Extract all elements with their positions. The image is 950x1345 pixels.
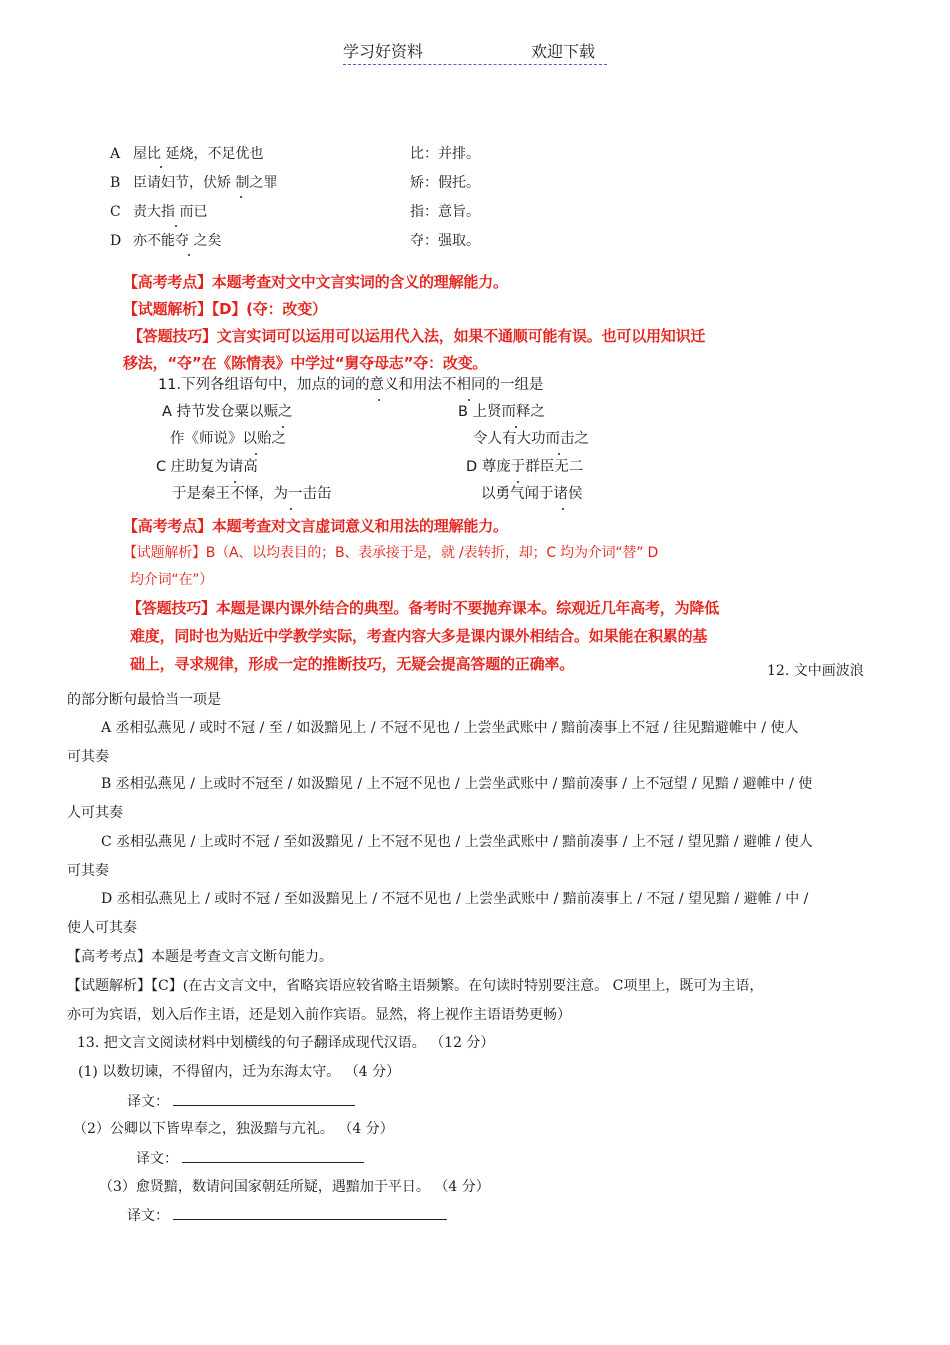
q12-option-b-line2: 人可其奏 [67,805,123,821]
q10-option-c-text: 责大指 而已 [133,204,208,220]
translation-label: 译文： [127,1208,169,1224]
q12-option-c-line2: 可其奏 [67,863,109,879]
q12-option-a-line2: 可其奏 [67,749,109,765]
q11-option-a-line2: 作《师说》以贻之 [170,431,286,447]
emphasis-dot [255,453,257,455]
q10-option-d: D [110,233,122,249]
emphasis-dot [562,508,564,510]
q13-sentence-1: (1) 以数切谏，不得留内，迁为东海太守。 （4 分） [78,1064,401,1080]
q12-option-a-line1: A 丞相弘燕见 / 或时不冠 / 至 / 如汲黯见上 / 不冠不见也 / 上尝坐武账中 / 黯前凑事上不冠 / 往见黯避帷中 / 使人 [101,720,799,736]
q10-jiexi: 【试题解析】【D】(夺：改变） [123,300,327,318]
header-right: 欢迎下载 [531,42,596,61]
q11-jiqiao-1: 【答题技巧】本题是课内课外结合的典型。备考时不要抛弃课本。综观近几年高考，为降低 [127,599,720,617]
emphasis-dot [282,426,284,428]
q10-option-c: C [110,204,121,220]
q12-option-b-line1: B 丞相弘燕见 / 上或时不冠至 / 如汲黯见 / 上不冠不见也 / 上尝坐武账中 / 黯前凑事 / 上不冠望 / 见黯 / 避帷中 / 使 [101,776,813,792]
q11-option-d-line1: D 尊庞于群臣无二 [466,459,584,475]
emphasis-dot [558,453,560,455]
emphasis-dot [515,426,517,428]
q12-stem-start: 12. 文中画波浪 [767,663,864,679]
q11-option-c-line2: 于是秦王不怿，为一击缶 [172,486,332,502]
q13-sentence-3: （3）愈贤黯，数请问国家朝廷所疑，遇黯加于平日。 （4 分） [99,1179,490,1195]
q12-jiexi-2: 亦可为宾语，划入后作主语，还是划入前作宾语。显然，将上视作主语语势更畅） [67,1007,571,1023]
q13-sentence-2: （2）公卿以下皆卑奉之，独汲黯与亢礼。 （4 分） [73,1121,394,1137]
q10-option-d-text: 亦不能夺 之矣 [133,233,222,249]
q11-kaodian: 【高考考点】本题考查对文言虚词意义和用法的理解能力。 [123,517,508,535]
translation-label: 译文： [127,1094,169,1110]
q12-option-d-line1: D 丞相弘燕见上 / 或时不冠 / 至如汲黯见上 / 不冠不见也 / 上尝坐武账中 / 黯前凑事上 / 不冠 / 望见黯 / 避帷 / 中 / [101,891,809,907]
emphasis-dot [234,481,236,483]
translation-blank-2[interactable] [182,1150,364,1163]
emphasis-dot [240,196,242,198]
q10-option-a: A [110,146,121,162]
q10-option-b: B [110,175,121,191]
q10-option-a-text: 屋比 延烧，不足优也 [133,146,264,162]
q10-option-c-gloss: 指：意旨。 [410,204,480,220]
header-left: 学习好资料 [343,42,424,61]
translation-blank-1[interactable] [173,1093,355,1106]
header-divider [343,64,607,65]
emphasis-dot [188,254,190,256]
q10-option-a-gloss: 比：并排。 [410,146,480,162]
q12-stem-end: 的部分断句最恰当一项是 [67,692,221,708]
q10-kaodian: 【高考考点】本题考查对文中文言实词的含义的理解能力。 [123,273,508,291]
q11-option-a-line1: A 持节发仓粟以赈之 [162,404,293,420]
q13-translation-2 [136,1150,364,1168]
q11-option-b-line2: 令人有大功而击之 [473,431,589,447]
translation-label: 译文： [136,1151,178,1167]
emphasis-dot [290,508,292,510]
q11-option-b-line1: B 上贤而释之 [458,404,546,420]
q12-option-d-line2: 使人可其奏 [67,920,137,936]
q11-stem: 11.下列各组语句中，加点的词的意义和用法不相同的一组是 [158,377,544,393]
q13-translation-1 [127,1093,355,1111]
emphasis-dot [378,399,380,401]
q13-stem: 13. 把文言文阅读材料中划横线的句子翻译成现代汉语。 （12 分） [77,1035,495,1051]
q11-jiexi-1: 【试题解析】B（A、以均表目的；B、表承接于是，就 /表转折，却；C 均为介词“替” D [123,545,659,561]
q13-translation-3 [127,1207,447,1225]
q12-option-c-line1: C 丞相弘燕见 / 上或时不冠 / 至如汲黯见 / 上不冠不见也 / 上尝坐武账中 / 黯前凑事 / 上不冠 / 望见黯 / 避帷 / 使人 [101,834,813,850]
q11-jiqiao-2: 难度，同时也为贴近中学教学实际，考查内容大多是课内课外相结合。如果能在积累的基 [130,627,708,645]
q11-jiexi-2: 均介词“在”） [130,572,214,588]
q10-jiqiao-2: 移法，“夺”在《陈情表》中学过“舅夺母志”夺：改变。 [123,354,488,372]
emphasis-dot [175,225,177,227]
emphasis-dot [468,399,470,401]
emphasis-dot [517,481,519,483]
q11-option-d-line2: 以勇气闻于诸侯 [481,486,583,502]
q12-jiexi-1: 【试题解析】【C】(在古文言文中，省略宾语应较省略主语频繁。在句读时特别要注意。 C项里上，既可为主语， [67,978,764,994]
emphasis-dot [160,166,162,168]
q12-kaodian: 【高考考点】本题是考查文言文断句能力。 [67,949,333,965]
q10-option-b-text: 臣请妇节，伏矫 制之罪 [133,175,278,191]
q10-option-d-gloss: 夺：强取。 [410,233,480,249]
q10-option-b-gloss: 矫：假托。 [410,175,480,191]
q10-jiqiao-1: 【答题技巧】文言实词可以运用可以运用代入法，如果不通顺可能有误。也可以用知识迁 [128,327,706,345]
q11-option-c-line1: C 庄助复为请高 [156,459,258,475]
q11-jiqiao-3: 础上，寻求规律，形成一定的推断技巧，无疑会提高答题的正确率。 [130,655,575,673]
translation-blank-3[interactable] [173,1207,447,1220]
